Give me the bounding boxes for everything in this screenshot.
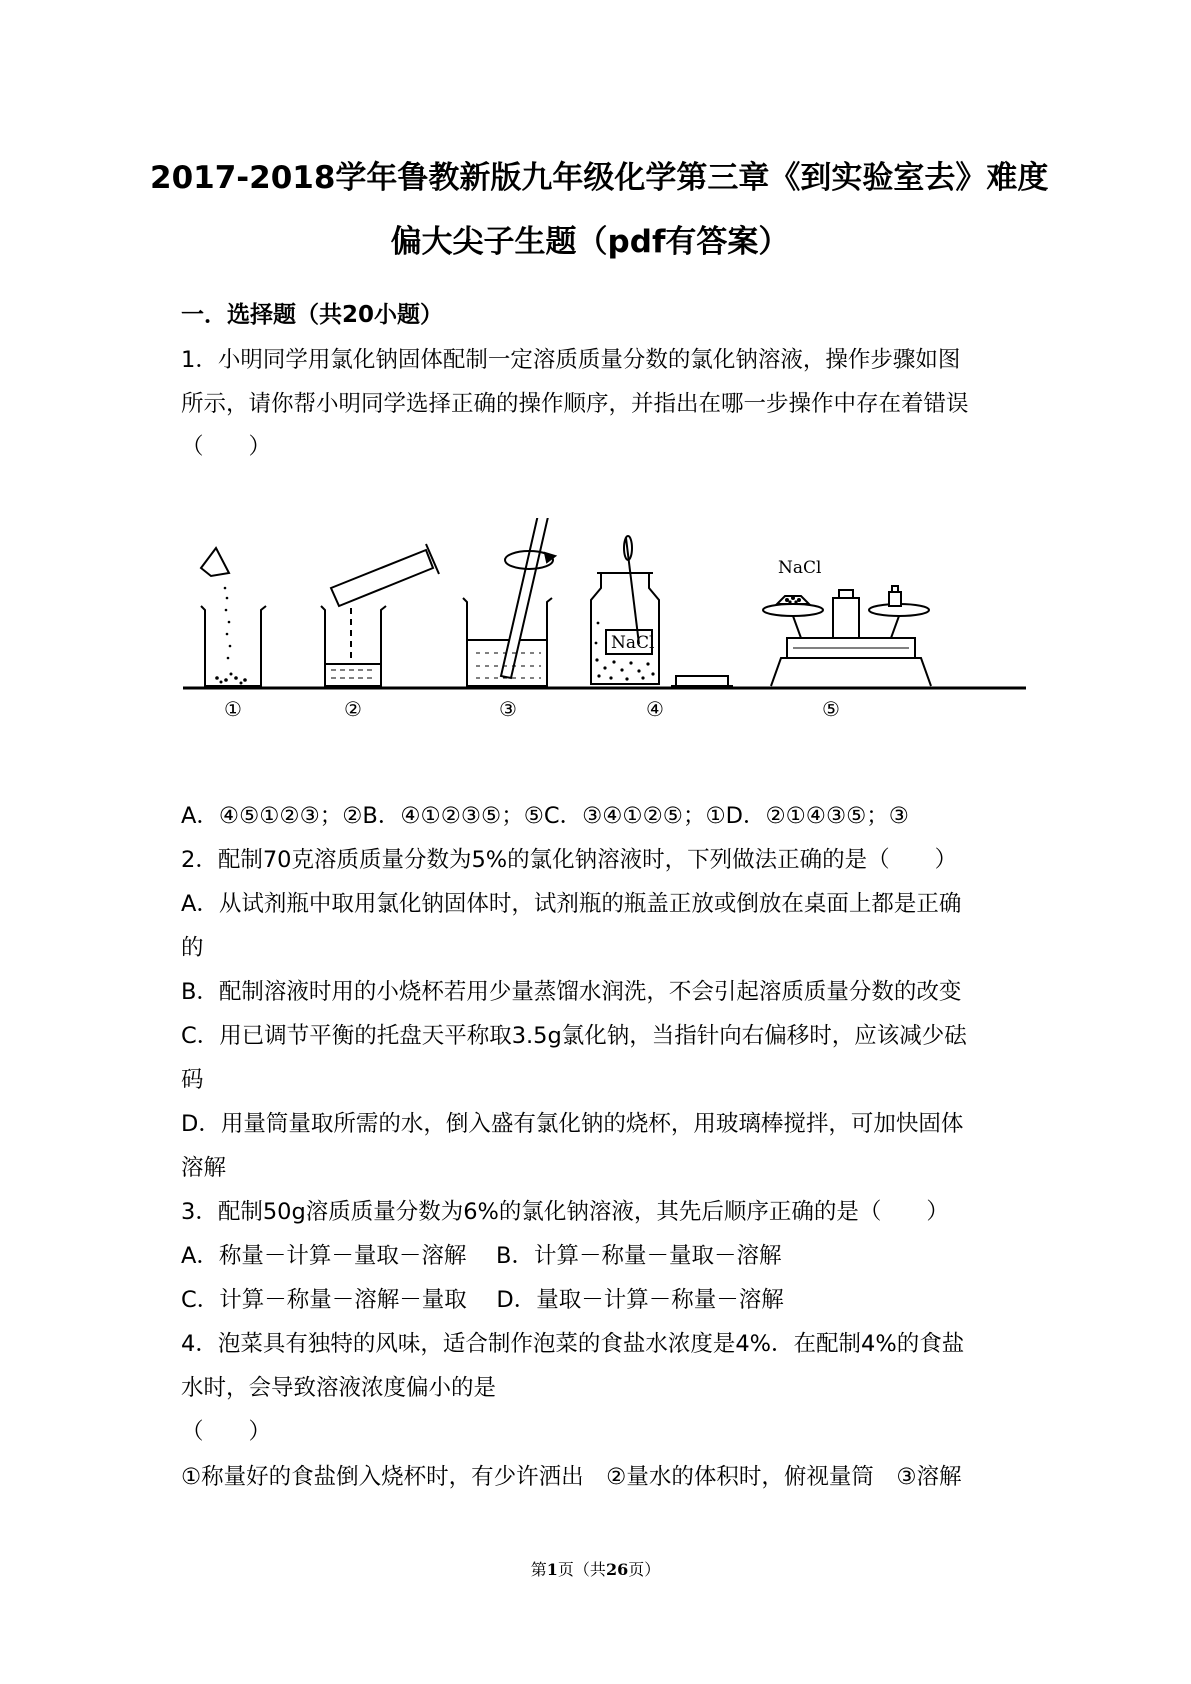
q4-stem-line1: 4．泡菜具有独特的风味，适合制作泡菜的食盐水浓度是4%．在配制4%的食盐 bbox=[181, 1331, 965, 1357]
document-title-line1: 2017-2018学年鲁教新版九年级化学第三章《到实验室去》难度 bbox=[150, 160, 1049, 196]
q2-stem: 2．配制70克溶质质量分数为5%的氯化钠溶液时，下列做法正确的是（ ） bbox=[181, 847, 958, 873]
q1-answer-paren: （ ） bbox=[181, 434, 272, 460]
q1-stem-line1: 1．小明同学用氯化钠固体配制一定溶质质量分数的氯化钠溶液，操作步骤如图 bbox=[181, 347, 961, 373]
footer-prefix: 第 bbox=[530, 1560, 547, 1579]
q2-option-d-line2: 溶解 bbox=[181, 1155, 227, 1181]
step-label-3: ③ bbox=[499, 697, 517, 721]
q2-option-b: B．配制溶液时用的小烧杯若用少量蒸馏水润洗，不会引起溶质质量分数的改变 bbox=[181, 979, 962, 1005]
q1-options: A．④⑤①②③；②B．④①②③⑤；⑤C．③④①②⑤；①D．②①④③⑤；③ bbox=[181, 803, 909, 829]
step-label-1: ① bbox=[224, 697, 242, 721]
page-footer bbox=[0, 1557, 1191, 1580]
q2-option-c-line1: C．用已调节平衡的托盘天平称取3.5g氯化钠，当指针向右偏移时，应该减少砝 bbox=[181, 1023, 967, 1049]
q1-experiment-figure bbox=[181, 518, 1031, 778]
q2-option-c-line2: 码 bbox=[181, 1067, 204, 1093]
step1-pouring-solid-icon bbox=[201, 548, 266, 686]
q3-stem: 3．配制50g溶质质量分数为6%的氯化钠溶液，其先后顺序正确的是（ ） bbox=[181, 1199, 949, 1225]
bottle-label: NaCl bbox=[611, 633, 655, 653]
step5-balance-icon bbox=[763, 586, 931, 686]
q4-answer-paren: （ ） bbox=[181, 1419, 272, 1445]
step-label-5: ⑤ bbox=[822, 697, 840, 721]
step3-stirring-icon bbox=[463, 518, 555, 686]
balance-label: NaCl bbox=[778, 558, 822, 578]
q1-stem-line2: 所示，请你帮小明同学选择正确的操作顺序，并指出在哪一步操作中存在着错误 bbox=[181, 391, 969, 417]
section-heading: 一．选择题（共20小题） bbox=[181, 302, 444, 328]
footer-total-pages: 26 bbox=[605, 1560, 629, 1579]
q3-options-cd: C．计算－称量－溶解－量取 D．量取－计算－称量－溶解 bbox=[181, 1287, 784, 1313]
document-title-line2: 偏大尖子生题（pdf有答案） bbox=[390, 224, 790, 260]
q2-option-d-line1: D．用量筒量取所需的水，倒入盛有氯化钠的烧杯，用玻璃棒搅拌，可加快固体 bbox=[181, 1111, 964, 1137]
footer-mid: 页（共 bbox=[557, 1560, 606, 1579]
step2-pouring-water-icon bbox=[321, 544, 439, 686]
q3-options-ab: A．称量－计算－量取－溶解 B．计算－称量－量取－溶解 bbox=[181, 1243, 782, 1269]
q2-option-a-line2: 的 bbox=[181, 935, 204, 961]
footer-suffix: 页） bbox=[628, 1560, 661, 1579]
q2-option-a-line1: A．从试剂瓶中取用氯化钠固体时，试剂瓶的瓶盖正放或倒放在桌面上都是正确 bbox=[181, 891, 962, 917]
step-label-2: ② bbox=[344, 697, 362, 721]
step-label-4: ④ bbox=[646, 697, 664, 721]
q4-items: ①称量好的食盐倒入烧杯时，有少许洒出 ②量水的体积时，俯视量筒 ③溶解 bbox=[181, 1464, 962, 1490]
q4-stem-line2: 水时，会导致溶液浓度偏小的是 bbox=[181, 1375, 497, 1401]
footer-page-number: 1 bbox=[546, 1560, 558, 1579]
step4-reagent-bottle-icon bbox=[591, 536, 733, 686]
